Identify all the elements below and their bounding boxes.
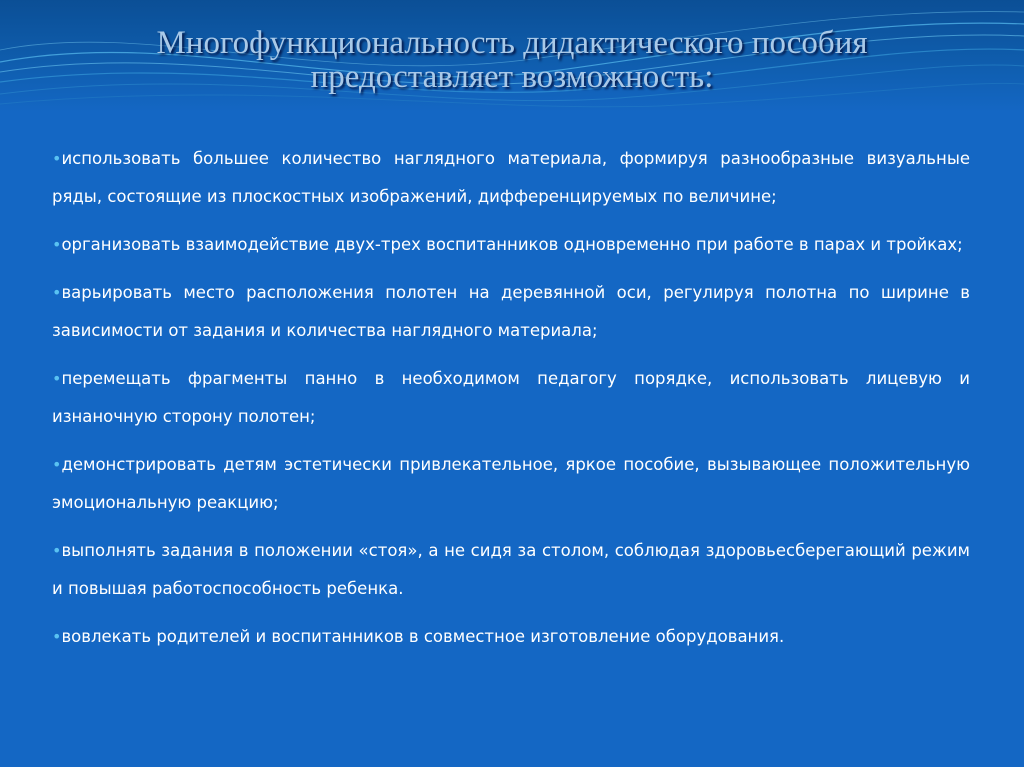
- bullet-icon: •: [52, 455, 62, 474]
- bullet-icon: •: [52, 369, 62, 388]
- list-item-text: перемещать фрагменты панно в необходимом педагогу порядке, использовать лицевую и изнаночную сторону полотен;: [52, 369, 970, 426]
- bullet-list: [52, 140, 970, 666]
- title-line-1: Многофункциональность дидактического пособия: [156, 25, 868, 61]
- bullet-icon: •: [52, 283, 62, 302]
- list-item-text: использовать большее количество наглядного материала, формируя разнообразные визуальные ряды, состоящие из плоскостных изображений, дифференцируемых по величине;: [52, 149, 970, 206]
- list-item: [52, 532, 970, 608]
- list-item-text: организовать взаимодействие двух-трех воспитанников одновременно при работе в парах и тройках;: [61, 235, 963, 254]
- list-item: [52, 360, 970, 436]
- list-item-text: демонстрировать детям эстетически привлекательное, яркое пособие, вызывающее положительную эмоциональную реакцию;: [52, 455, 970, 512]
- list-item: [52, 446, 970, 522]
- bullet-icon: •: [52, 627, 62, 646]
- list-item: [52, 274, 970, 350]
- list-item-text: вовлекать родителей и воспитанников в совместное изготовление оборудования.: [61, 627, 785, 646]
- list-item-text: выполнять задания в положении «стоя», а не сидя за столом, соблюдая здоровьесберегающий режим и повышая работоспособность ребенка.: [52, 541, 970, 598]
- slide-title: [0, 26, 1024, 94]
- bullet-icon: •: [52, 235, 62, 254]
- list-item: [52, 618, 970, 656]
- list-item-text: варьировать место расположения полотен на деревянной оси, регулируя полотна по ширине в зависимости от задания и количества наглядного материала;: [52, 283, 970, 340]
- list-item: [52, 226, 970, 264]
- list-item: [52, 140, 970, 216]
- bullet-icon: •: [52, 149, 62, 168]
- bullet-icon: •: [52, 541, 62, 560]
- title-line-2: предоставляет возможность:: [310, 59, 714, 95]
